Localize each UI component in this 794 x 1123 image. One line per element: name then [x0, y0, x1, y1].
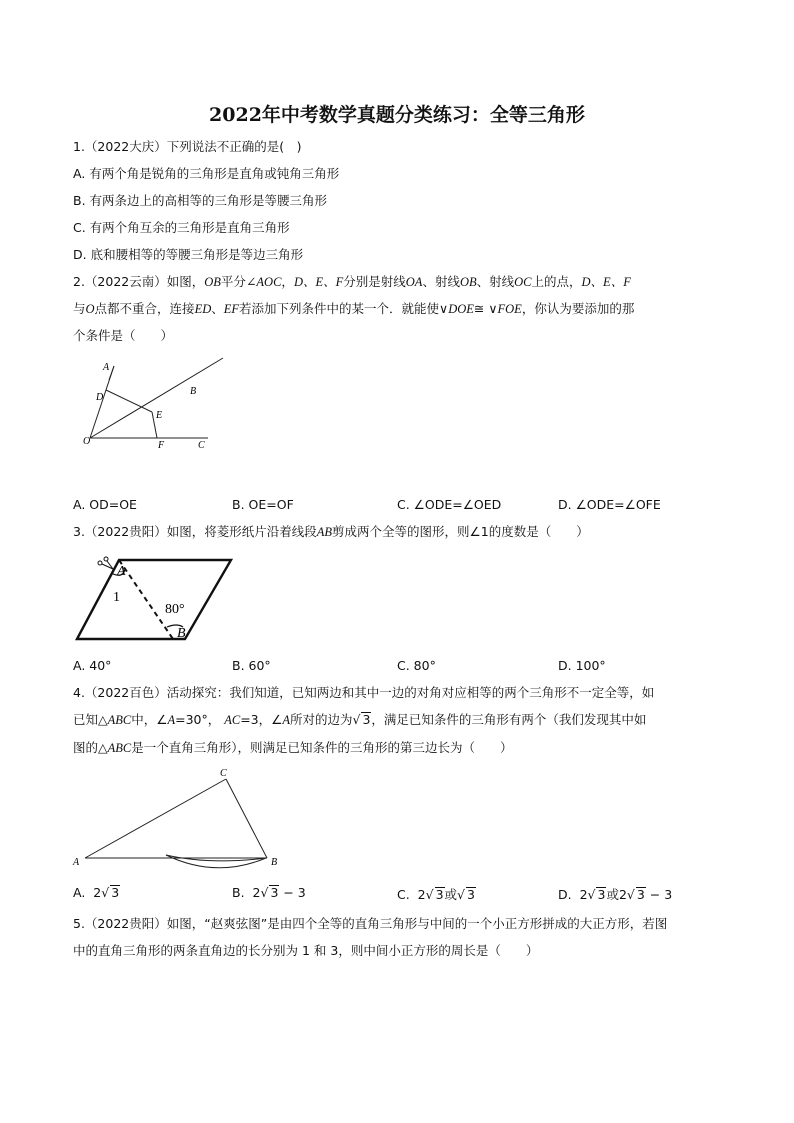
q2-option-b: B. OE=OF — [232, 497, 294, 512]
q1-option-c: C. 有两个角互余的三角形是直角三角形 — [73, 220, 290, 235]
q2-stem-line3: 个条件是（ ） — [73, 328, 174, 343]
q2-stem-line2: 与O点都不重合，连接ED、EF若添加下列条件中的某一个．就能使∨DOE≅ ∨FOE，你认为要添加的那 — [73, 301, 635, 316]
q3-option-a: A. 40° — [73, 658, 112, 673]
q4-stem-line1: 4.（2022百色）活动探究：我们知道，已知两边和其中一边的对角对应相等的两个三角形不一定全等，如 — [73, 685, 655, 700]
q4-option-c: C. 2√ 3或√ 3 — [397, 887, 475, 902]
q3-option-b: B. 60° — [232, 658, 271, 673]
scissors-icon — [98, 557, 113, 569]
q4-stem-line3: 图的△ABC是一个直角三角形），则满足已知条件的三角形的第三边长为（ ） — [73, 740, 513, 755]
q1-stem: 1.（2022大庆）下列说法不正确的是( ) — [73, 139, 302, 154]
q3-figure — [73, 553, 238, 645]
q2-label-c: C — [198, 440, 205, 451]
q4-label-a: A — [73, 857, 80, 868]
q2-figure — [80, 352, 230, 452]
q4-option-d: D. 2√ 3或2√ 3 − 3 — [558, 887, 673, 902]
q4-stem-line2: 已知△ABC中，∠A=30°， AC=3，∠A所对的边为√ 3，满足已知条件的三角形有两个（我们发现其中如 — [73, 712, 647, 727]
q1-option-d: D. 底和腰相等的等腰三角形是等边三角形 — [73, 247, 304, 262]
q2-stem-line1: 2.（2022云南）如图，OB平分∠AOC，D、E、F分别是射线OA、射线OB、射线OC上的点，D、E、F — [73, 274, 631, 289]
q3-label-1: 1 — [113, 590, 120, 605]
q5-stem-line1: 5.（2022贵阳）如图，“赵爽弦图”是由四个全等的直角三角形与中间的一个小正方形拼成的大正方形，若图 — [73, 916, 668, 931]
q1-option-b: B. 有两条边上的高相等的三角形是等腰三角形 — [73, 193, 328, 208]
q3-option-d: D. 100° — [558, 658, 606, 673]
page-title: 2022年中考数学真题分类练习：全等三角形 — [209, 104, 585, 126]
q4-label-b: B — [271, 857, 278, 868]
q2-label-e: E — [156, 410, 163, 421]
q5-stem-line2: 中的直角三角形的两条直角边的长分别为 1 和 3，则中间小正方形的周长是（ ） — [73, 943, 539, 958]
q2-option-a: A. OD=OE — [73, 497, 137, 512]
q2-label-b: B — [190, 386, 197, 397]
q3-stem: 3.（2022贵阳）如图，将菱形纸片沿着线段AB剪成两个全等的图形，则∠1的度数是（ ） — [73, 524, 589, 539]
q3-label-80: 80° — [165, 602, 185, 617]
q2-label-a: A — [103, 362, 110, 373]
q2-option-d: D. ∠ODE=∠OFE — [558, 497, 661, 512]
q3-label-b: B — [177, 626, 186, 641]
q4-option-b: B. 2√ 3 − 3 — [232, 885, 306, 900]
q2-label-d: D — [96, 392, 104, 403]
q4-label-c: C — [220, 768, 227, 779]
q2-label-f: F — [158, 440, 165, 451]
q4-figure — [70, 765, 290, 877]
q2-option-c: C. ∠ODE=∠OED — [397, 497, 502, 512]
q2-label-o: O — [83, 436, 91, 447]
q4-option-a: A. 2√ 3 — [73, 885, 120, 900]
q3-label-a: A — [117, 564, 126, 579]
q1-option-a: A. 有两个角是锐角的三角形是直角或钝角三角形 — [73, 166, 340, 181]
q3-option-c: C. 80° — [397, 658, 436, 673]
